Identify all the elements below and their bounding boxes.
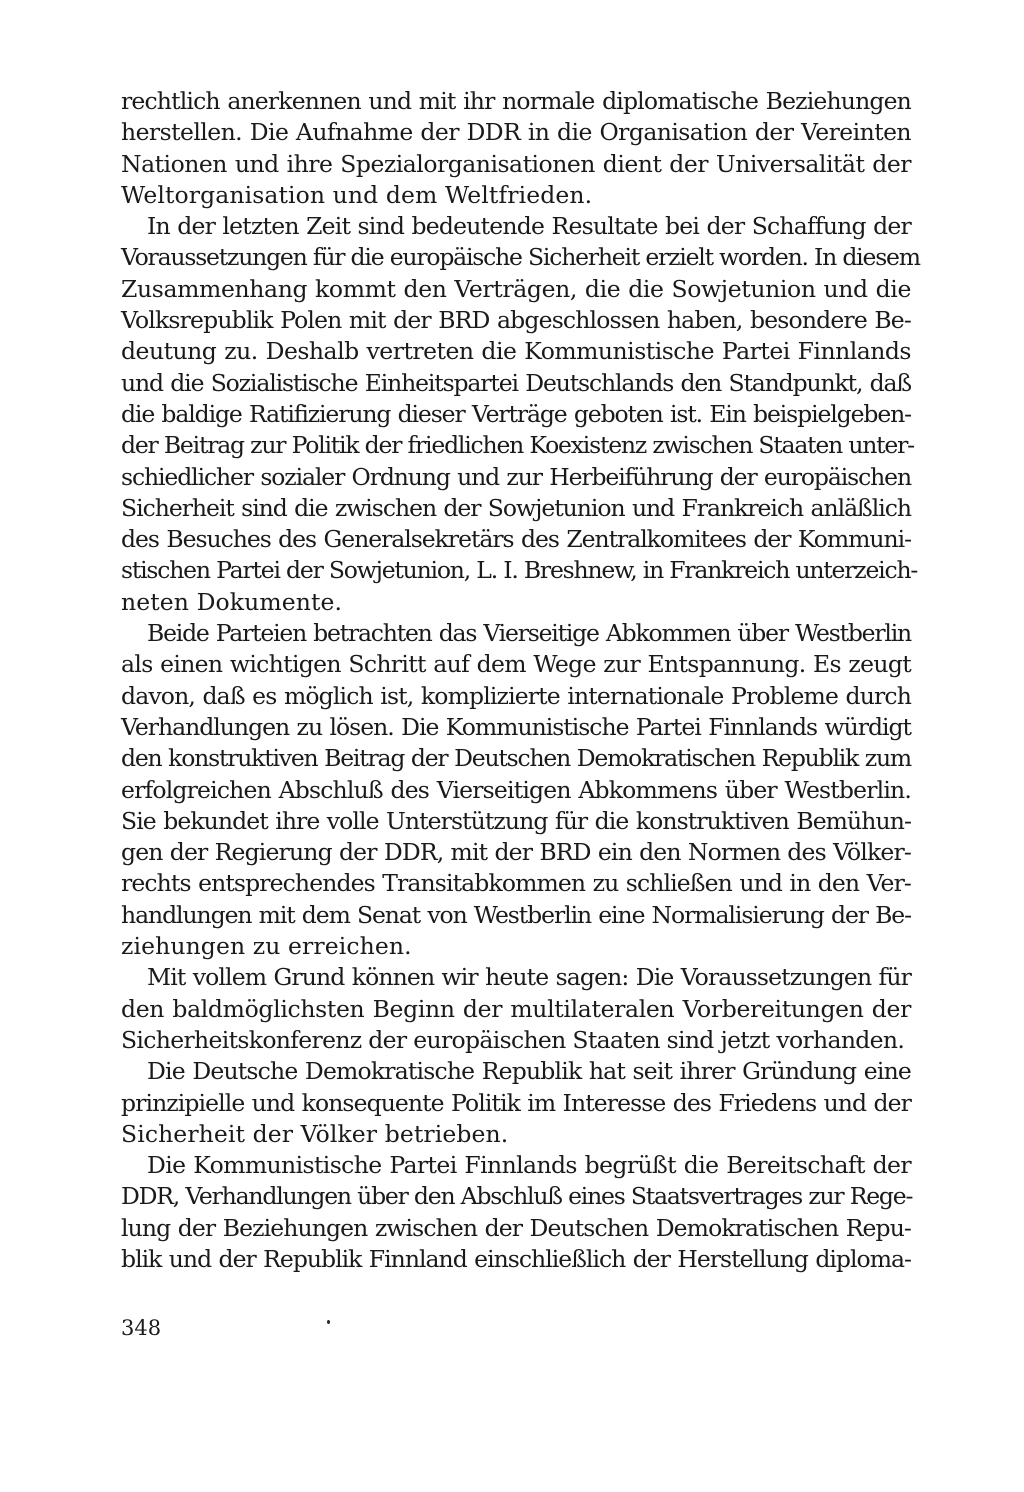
text-line: rechts entsprechendes Transitabkommen zu schließen und in den Ver- bbox=[121, 869, 911, 898]
text-line: erfolgreichen Abschluß des Vierseitigen Abkommens über Westberlin. bbox=[121, 775, 911, 804]
text-line: lung der Beziehungen zwischen der Deutschen Demokratischen Repu- bbox=[121, 1213, 911, 1242]
paragraph bbox=[121, 962, 911, 1056]
text-line: DDR, Verhandlungen über den Abschluß eines Staatsvertrages zur Rege- bbox=[121, 1182, 913, 1211]
text-line: Mit vollem Grund können wir heute sagen: Die Voraussetzungen für bbox=[147, 963, 911, 992]
text-line: davon, daß es möglich ist, komplizierte internationale Probleme durch bbox=[121, 681, 911, 710]
text-line: Sicherheit der Völker betrieben. bbox=[121, 1119, 509, 1148]
body-text bbox=[121, 86, 920, 1275]
text-line: neten Dokumente. bbox=[121, 587, 343, 616]
text-line: und die Sozialistische Einheitspartei Deutschlands den Standpunkt, daß bbox=[121, 368, 911, 397]
paragraph bbox=[121, 1150, 911, 1275]
text-line: des Besuches des Generalsekretärs des Zentralkomitees der Kommuni- bbox=[121, 525, 911, 554]
print-speck bbox=[327, 1320, 330, 1324]
text-line: In der letzten Zeit sind bedeutende Resultate bei der Schaffung der bbox=[147, 212, 911, 241]
text-line: stischen Partei der Sowjetunion, L. I. Breshnew, in Frankreich unterzeich- bbox=[121, 556, 918, 585]
text-line: als einen wichtigen Schritt auf dem Wege zur Entspannung. Es zeugt bbox=[121, 650, 911, 679]
paragraph bbox=[121, 211, 920, 618]
text-line: Beide Parteien betrachten das Vierseitige Abkommen über Westberlin bbox=[147, 619, 911, 648]
text-line: Die Deutsche Demokratische Republik hat seit ihrer Gründung eine bbox=[147, 1057, 911, 1086]
text-line: Voraussetzungen für die europäische Sicherheit erzielt worden. In diesem bbox=[121, 243, 920, 272]
paragraph bbox=[121, 86, 911, 211]
text-line: Verhandlungen zu lösen. Die Kommunistische Partei Finnlands würdigt bbox=[121, 712, 911, 741]
text-line: deutung zu. Deshalb vertreten die Kommunistische Partei Finnlands bbox=[121, 337, 911, 366]
text-line: Weltorganisation und dem Weltfrieden. bbox=[121, 180, 593, 209]
text-line: Die Kommunistische Partei Finnlands begrüßt die Bereitschaft der bbox=[147, 1151, 911, 1180]
text-line: den baldmöglichsten Beginn der multilateralen Vorbereitungen der bbox=[121, 994, 911, 1023]
text-line: handlungen mit dem Senat von Westberlin eine Normalisierung der Be- bbox=[121, 900, 911, 929]
text-line: prinzipielle und konsequente Politik im Interesse des Friedens und der bbox=[121, 1088, 911, 1117]
text-line: gen der Regierung der DDR, mit der BRD ein den Normen des Völker- bbox=[121, 838, 911, 867]
text-line: Sie bekundet ihre volle Unterstützung für die konstruktiven Bemühun- bbox=[121, 806, 911, 835]
text-line: Nationen und ihre Spezialorganisationen dient der Universalität der bbox=[121, 149, 911, 178]
page-number: 348 bbox=[121, 1316, 162, 1340]
text-line: herstellen. Die Aufnahme der DDR in die Organisation der Vereinten bbox=[121, 118, 911, 147]
text-line: rechtlich anerkennen und mit ihr normale diplomatische Beziehungen bbox=[121, 87, 911, 115]
text-line: den konstruktiven Beitrag der Deutschen Demokratischen Republik zum bbox=[121, 744, 911, 773]
text-line: die baldige Ratifizierung dieser Verträge geboten ist. Ein beispielgeben- bbox=[121, 399, 911, 428]
text-line: Zusammenhang kommt den Verträgen, die die Sowjetunion und die bbox=[121, 274, 911, 303]
text-line: blik und der Republik Finnland einschließlich der Herstellung diploma- bbox=[121, 1244, 911, 1273]
text-line: Volksrepublik Polen mit der BRD abgeschlossen haben, besondere Be- bbox=[121, 306, 911, 335]
text-line: ziehungen zu erreichen. bbox=[121, 932, 412, 961]
text-line: Sicherheit sind die zwischen der Sowjetunion und Frankreich anläßlich bbox=[121, 493, 911, 522]
text-line: schiedlicher sozialer Ordnung und zur Herbeiführung der europäischen bbox=[121, 462, 911, 491]
text-line: Sicherheitskonferenz der europäischen Staaten sind jetzt vorhanden. bbox=[121, 1025, 905, 1054]
paragraph bbox=[121, 1056, 911, 1150]
text-line: der Beitrag zur Politik der friedlichen Koexistenz zwischen Staaten unter- bbox=[121, 431, 914, 460]
paragraph bbox=[121, 618, 911, 962]
